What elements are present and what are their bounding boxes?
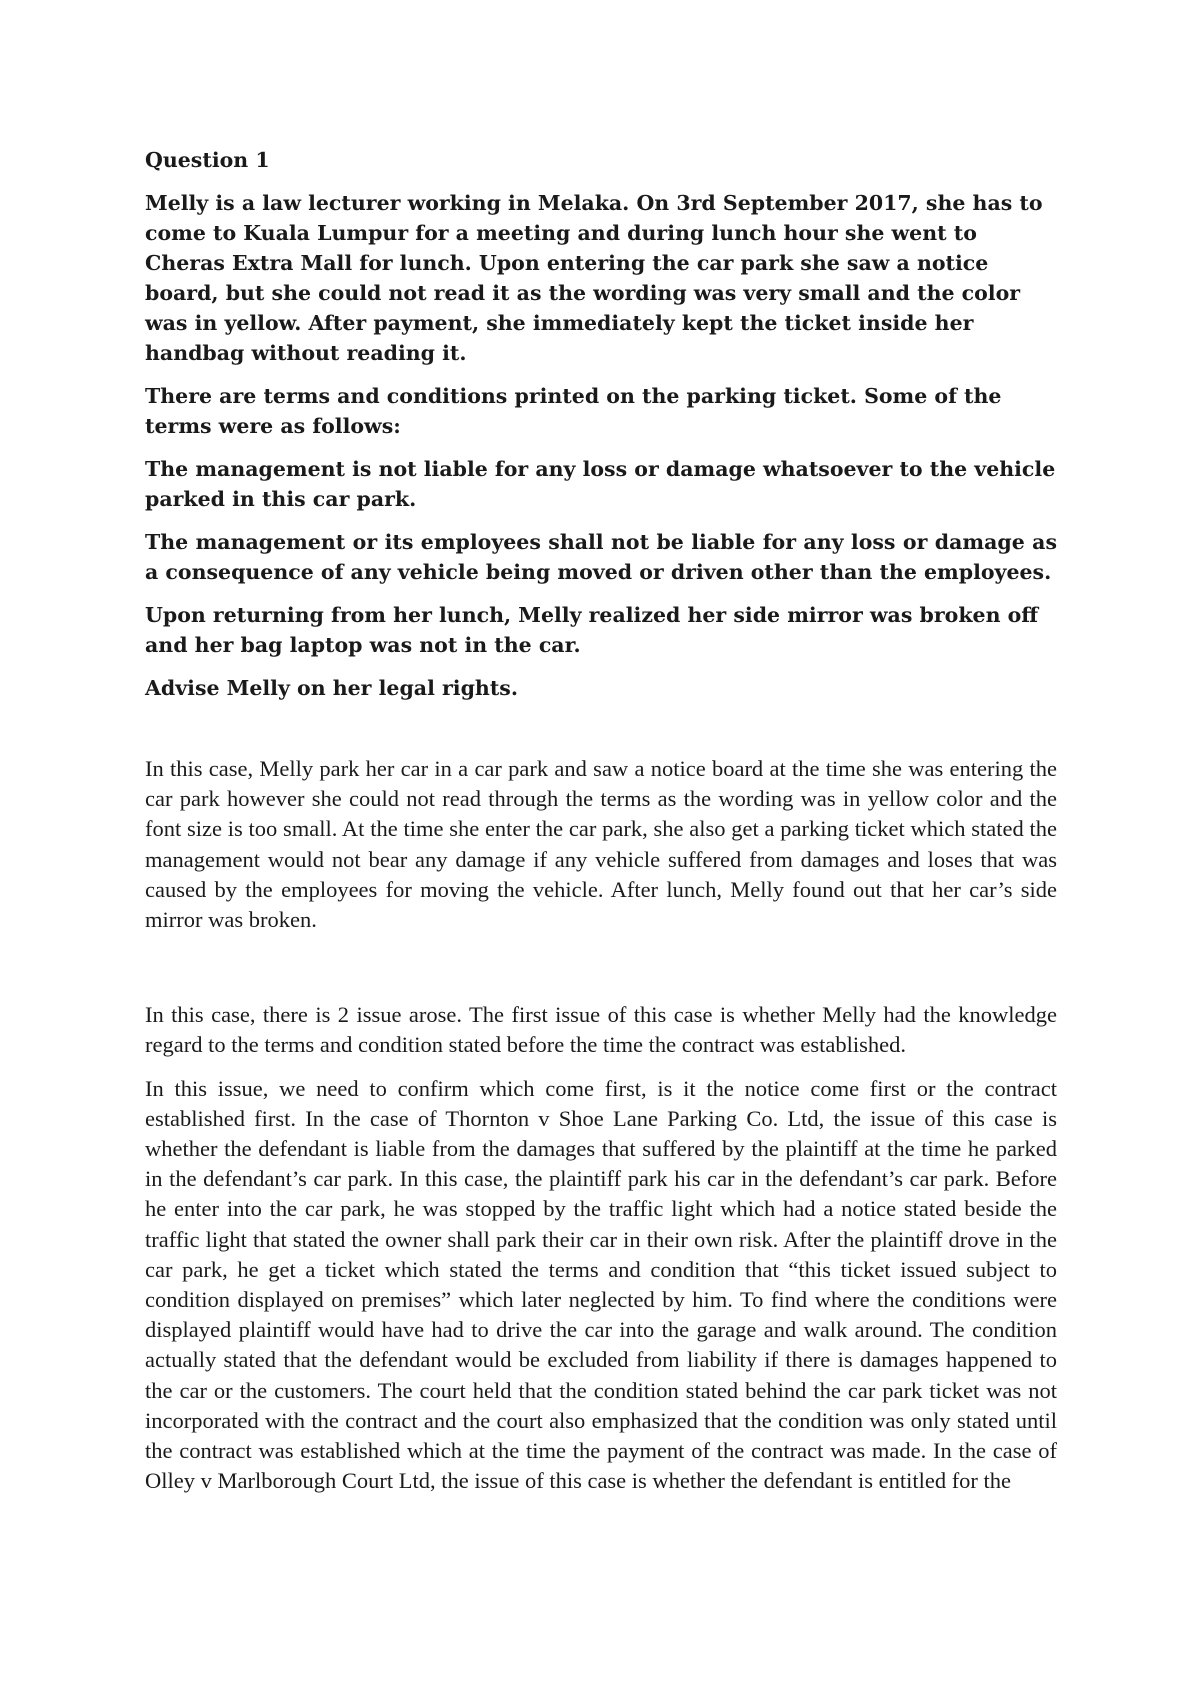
question-term-1: The management is not liable for any loss or damage whatsoever to the vehicle parked in this car park.	[145, 457, 1056, 511]
question-terms-intro: There are terms and conditions printed on the parking ticket. Some of the terms were as follows:	[145, 384, 1002, 438]
question-title: Question 1	[145, 148, 270, 172]
question-outcome-paragraph: Upon returning from her lunch, Melly realized her side mirror was broken off and her bag laptop was not in the car.	[145, 603, 1039, 657]
answer-analysis-paragraph: In this issue, we need to confirm which come first, is it the notice come first or the contract established first. In the case of Thornton v Shoe Lane Parking Co. Ltd, the issue of this case is whether the defendant is liable from the damages that suffered by the plaintiff at the time he parked in the defendant’s car park. In this case, the plaintiff park his car in the defendant’s car park. Before he enter into the car park, he was stopped by the traffic light which had a notice stated beside the traffic light that stated the owner shall park their car in their own risk. After the plaintiff drove in the car park, he get a ticket which stated the terms and condition that “this ticket issued subject to condition displayed on premises” which later neglected by him. To find where the conditions were displayed plaintiff would have had to drive the car into the garage and walk around. The condition actually stated that the defendant would be excluded from liability if there is damages happened to the car or the customers. The court held that the condition stated behind the car park ticket was not incorporated with the contract and the court also emphasized that the condition was only stated until the contract was established which at the time the payment of the contract was made. In the case of Olley v Marlborough Court Ltd, the issue of this case is whether the defendant is entitled for the	[145, 1075, 1057, 1494]
document-body	[145, 145, 1057, 1509]
answer-issue-paragraph: In this case, there is 2 issue arose. The first issue of this case is whether Melly had the knowledge regard to the terms and condition stated before the time the contract was established.	[145, 1002, 1057, 1058]
section-spacer	[145, 948, 1057, 1000]
answer-facts-paragraph: In this case, Melly park her car in a car park and saw a notice board at the time she was entering the car park however she could not read through the terms as the wording was in yellow color and the font size is too small. At the time she enter the car park, she also get a parking ticket which stated the management would not bear any damage if any vehicle suffered from damages and loses that was caused by the employees for moving the vehicle. After lunch, Melly found out that her car’s side mirror was broken.	[145, 756, 1057, 933]
question-term-2: The management or its employees shall not be liable for any loss or damage as a consequence of any vehicle being moved or driven other than the employees.	[145, 530, 1057, 584]
question-task: Advise Melly on her legal rights.	[145, 676, 518, 700]
section-spacer	[145, 716, 1057, 754]
question-scenario-paragraph: Melly is a law lecturer working in Melaka. On 3rd September 2017, she has to come to Kuala Lumpur for a meeting and during lunch hour she went to Cheras Extra Mall for lunch. Upon entering the car park she saw a notice board, but she could not read it as the wording was very small and the color was in yellow. After payment, she immediately kept the ticket inside her handbag without reading it.	[145, 191, 1043, 365]
